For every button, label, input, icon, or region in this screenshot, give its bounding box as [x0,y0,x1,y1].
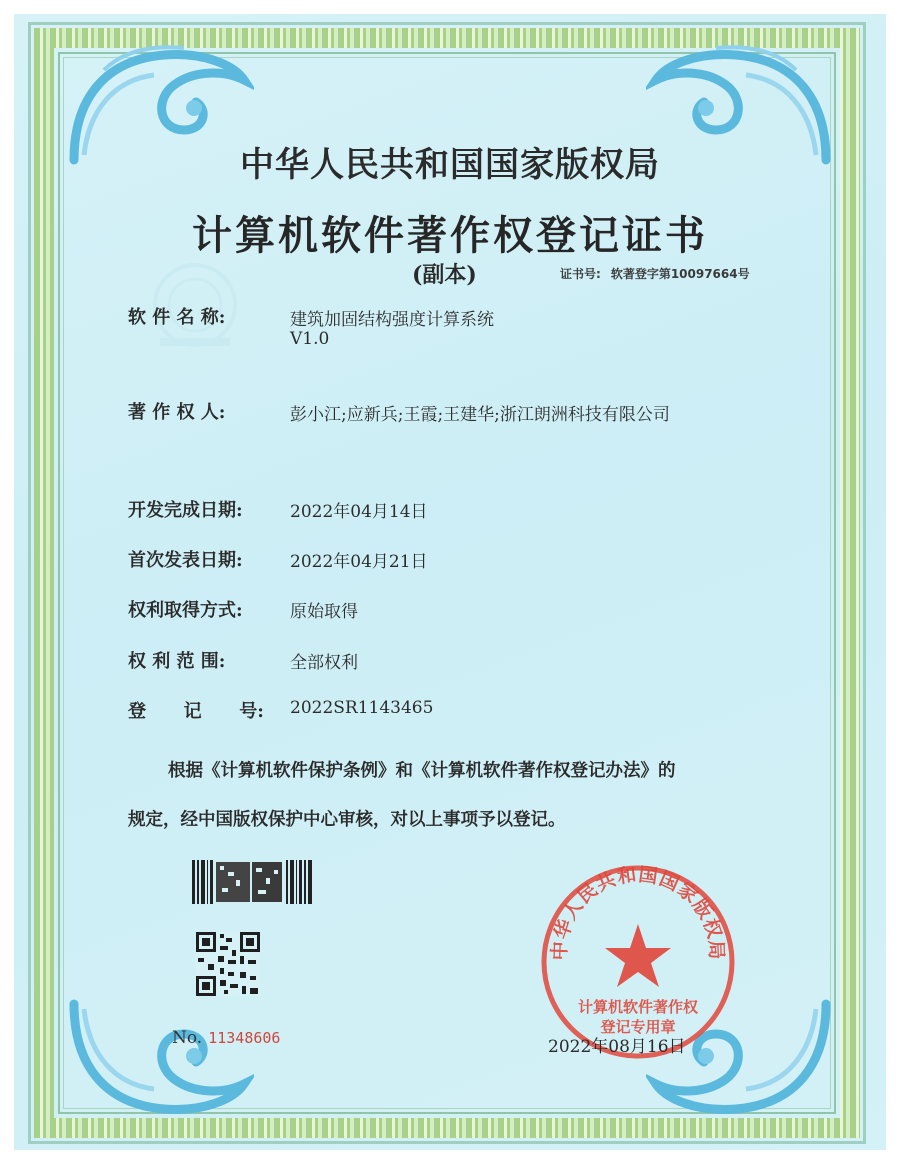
certificate-title: 计算机软件著作权登记证书 [192,212,708,259]
corner-ornament-bottom-left [64,994,254,1124]
copy-label: (副本) [412,262,477,288]
software-name-value: 建筑加固结构强度计算系统 [290,310,494,330]
qr-code [196,932,260,996]
software-version-value: V1.0 [290,329,330,349]
software-name-label: 软 件 名 称: [128,307,226,328]
registration-number-value: 2022SR1143465 [290,698,434,718]
acquisition-label: 权利取得方式: [128,600,243,621]
copyright-owner-label: 著 作 权 人: [128,402,226,423]
acquisition-value: 原始取得 [290,602,358,622]
publish-date-value: 2022年04月21日 [290,552,428,572]
certificate-number [560,265,750,282]
seal-inner-line-2: 登记专用章 [600,1018,676,1036]
registration-number-label: 登 记 号: [128,701,264,722]
statement-line-1: 根据《计算机软件保护条例》和《计算机软件著作权登记办法》的 [168,761,676,781]
scope-label: 权 利 范 围: [128,651,226,672]
seal-star-icon [605,924,671,987]
publish-date-label: 首次发表日期: [128,550,243,571]
serial-value: 11348606 [208,1029,281,1047]
completion-date-value: 2022年04月14日 [290,502,428,522]
statement-line-2: 规定，经中国版权保护中心审核，对以上事项予以登记。 [128,810,566,830]
serial-prefix: No. [172,1028,203,1048]
seal-outer-text: 中华人民共和国国家版权局 [548,863,728,961]
certificate-number-value: 软著登字第10097664号 [610,267,750,281]
copyright-owner-value: 彭小江;应新兵;王霞;王建华;浙江朗洲科技有限公司 [290,405,670,425]
seal-inner-line-1: 计算机软件著作权 [577,998,699,1016]
serial-number [172,1028,280,1048]
barcode [192,860,314,904]
issue-date: 2022年08月16日 [548,1037,686,1057]
scope-value: 全部权利 [290,653,358,673]
issuer-heading: 中华人民共和国国家版权局 [240,145,660,185]
completion-date-label: 开发完成日期: [128,500,243,521]
certificate-number-label: 证书号: [560,267,601,281]
